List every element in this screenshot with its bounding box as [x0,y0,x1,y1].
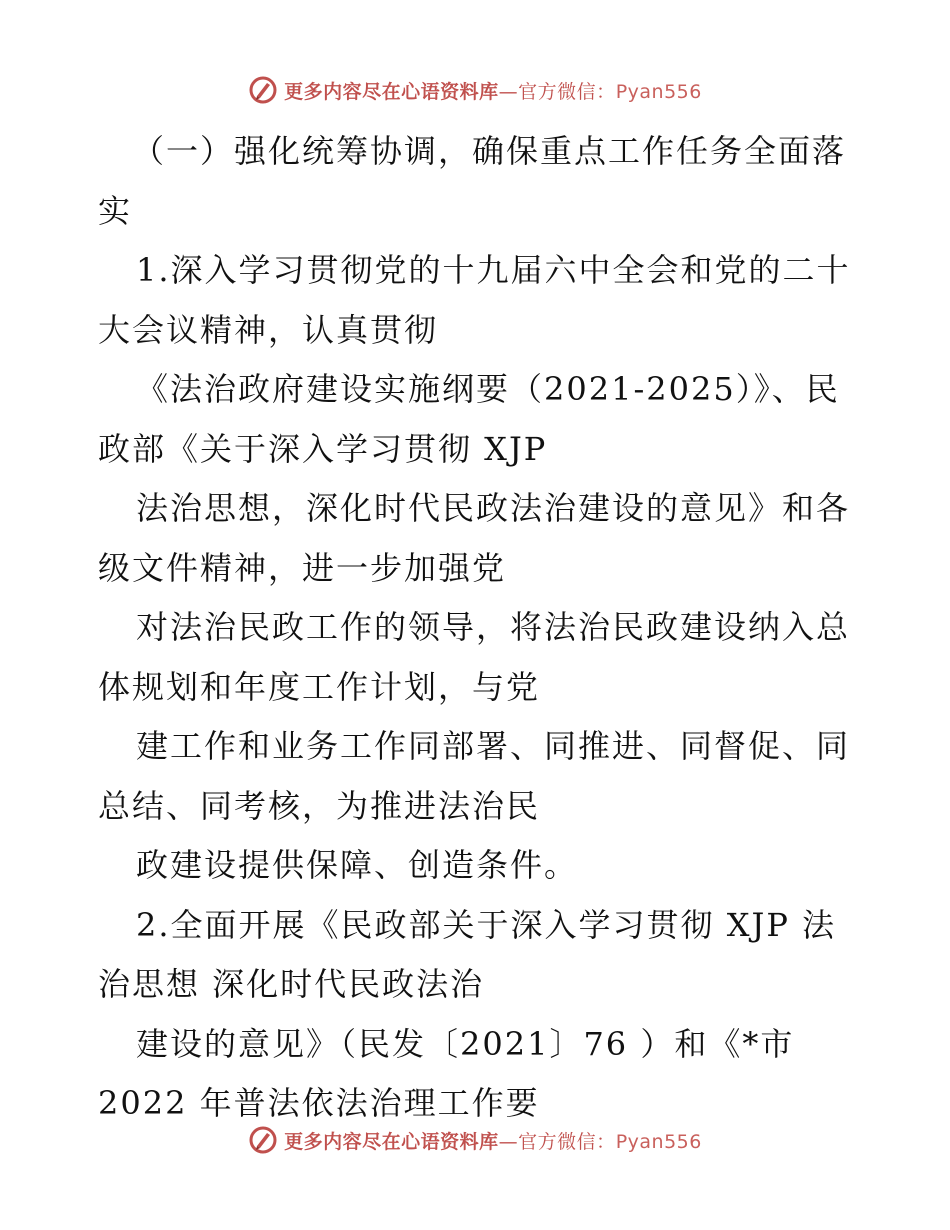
text-line: 级文件精神，进一步加强党 [98,548,507,587]
pen-logo-icon [248,75,278,105]
text-line: 总结、同考核，为推进法治民 [98,786,541,825]
text-line: 政部《关于深入学习贯彻 XJP [98,429,548,468]
watermark-label: 官方微信： [518,1130,616,1153]
text-line: 建工作和业务工作同部署、同推进、同督促、同 [136,727,851,765]
text-line: 建设的意见》（民发〔2021〕76 ）和《*市 [136,1024,795,1063]
watermark-text [284,77,702,104]
text-line: 体规划和年度工作计划，与党 [98,667,541,706]
header-watermark [0,72,950,108]
pen-logo-icon [248,1125,278,1155]
watermark-label: 官方微信： [518,80,616,103]
text-line: 政建设提供保障、创造条件。 [136,846,579,884]
text-line: 实 [98,191,133,230]
text-line: 1.深入学习贯彻党的十九届六中全会和党的二十 [136,251,851,289]
footer-watermark [0,1122,950,1158]
watermark-account: Pyan556 [615,80,702,103]
text-line: 法治思想，深化时代民政法治建设的意见》和各 [136,489,851,527]
text-line: 2022 年普法依法治理工作要 [98,1084,540,1122]
text-line: 《法治政府建设实施纲要（2021-2025）》、民 [136,370,840,408]
watermark-account: Pyan556 [615,1130,702,1153]
text-line: （一）强化统筹协调，确保重点工作任务全面落 [132,132,847,170]
text-line: 大会议精神，认真贯彻 [98,310,439,349]
watermark-brand: 更多内容尽在心语资料库 [284,80,499,103]
text-line: 对法治民政工作的领导，将法治民政建设纳入总 [136,608,851,646]
document-body [98,122,858,1134]
text-line: 2.全面开展《民政部关于深入学习贯彻 XJP 法 [136,905,837,944]
watermark-separator: — [498,1130,519,1153]
text-line: 治思想 深化时代民政法治 [98,965,485,1003]
watermark-text [284,1127,702,1154]
watermark-brand: 更多内容尽在心语资料库 [284,1130,499,1153]
watermark-separator: — [498,80,519,103]
